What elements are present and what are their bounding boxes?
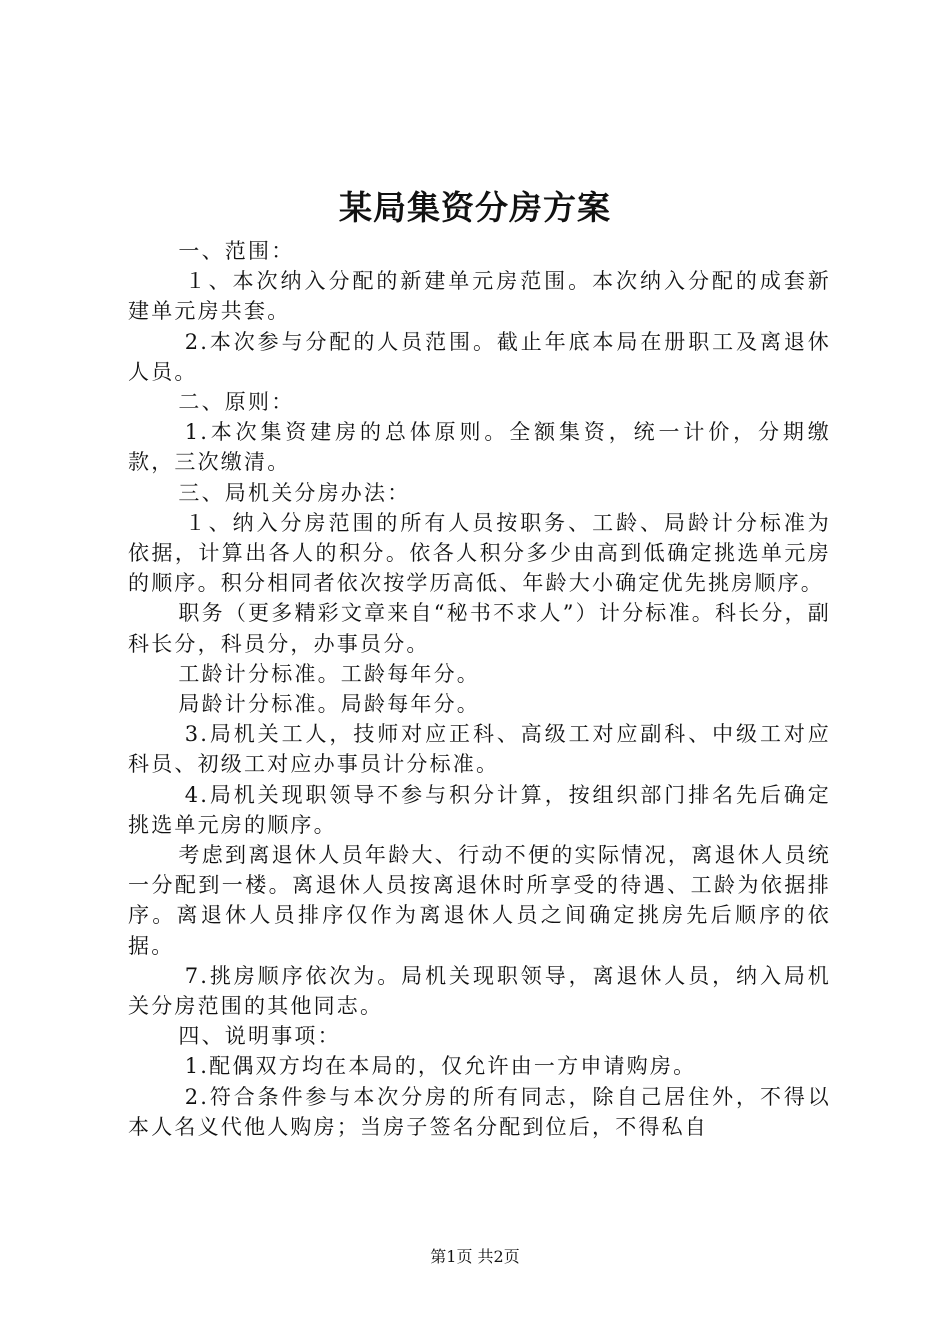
document-title: 某局集资分房方案: [339, 188, 611, 227]
section-heading-scope: 一、范围：: [178, 239, 295, 263]
paragraph-seniority-score: 工龄计分标准。工龄每年分。: [178, 661, 480, 686]
document-body: [128, 236, 831, 1142]
page-number: 第1页 共2页: [430, 1247, 520, 1266]
paragraph-method-4: 4.局机关现职领导不参与积分计算，按组织部门排名先后确定挑选单元房的顺序。: [128, 782, 831, 837]
paragraph-retirees: 考虑到离退休人员年龄大、行动不便的实际情况，离退休人员统一分配到一楼。离退休人员按离退休时所享受的待遇、工龄为依据排序。离退休人员排序仅作为离退休人员之间确定挑房先后顺序的依据。: [128, 843, 831, 958]
paragraph-position-score: 职务（更多精彩文章来自“秘书不求人”）计分标准。科长分，副科长分，科员分，办事员分。: [128, 601, 831, 656]
section-heading-principle: 二、原则：: [178, 390, 295, 415]
paragraph-principle-1: 1.本次集资建房的总体原则。全额集资，统一计价，分期缴款，三次缴清。: [128, 420, 831, 475]
paragraph-method-1: １、纳入分房范围的所有人员按职务、工龄、局龄计分标准为依据，计算出各人的积分。依各人积分多少由高到低确定挑选单元房的顺序。积分相同者依次按学历高低、年龄大小确定优先挑房顺序。: [128, 510, 831, 596]
paragraph-scope-1: １、本次纳入分配的新建单元房范围。本次纳入分配的成套新建单元房共套。: [128, 269, 831, 324]
paragraph-notes-1: 1.配偶双方均在本局的，仅允许由一方申请购房。: [184, 1054, 697, 1079]
section-heading-method: 三、局机关分房办法：: [178, 480, 411, 505]
section-heading-notes: 四、说明事项：: [178, 1024, 341, 1049]
paragraph-method-7: 7.挑房顺序依次为。局机关现职领导，离退休人员，纳入局机关分房范围的其他同志。: [128, 963, 831, 1019]
paragraph-notes-2: 2.符合条件参与本次分房的所有同志，除自己居住外，不得以本人名义代他人购房；当房子签名分配到位后，不得私自: [128, 1084, 831, 1139]
paragraph-method-3: 3.局机关工人，技师对应正科、高级工对应副科、中级工对应科员、初级工对应办事员计分标准。: [128, 722, 831, 777]
paragraph-bureau-score: 局龄计分标准。局龄每年分。: [178, 692, 480, 717]
paragraph-scope-2: 2.本次参与分配的人员范围。截止年底本局在册职工及离退休人员。: [128, 329, 831, 384]
